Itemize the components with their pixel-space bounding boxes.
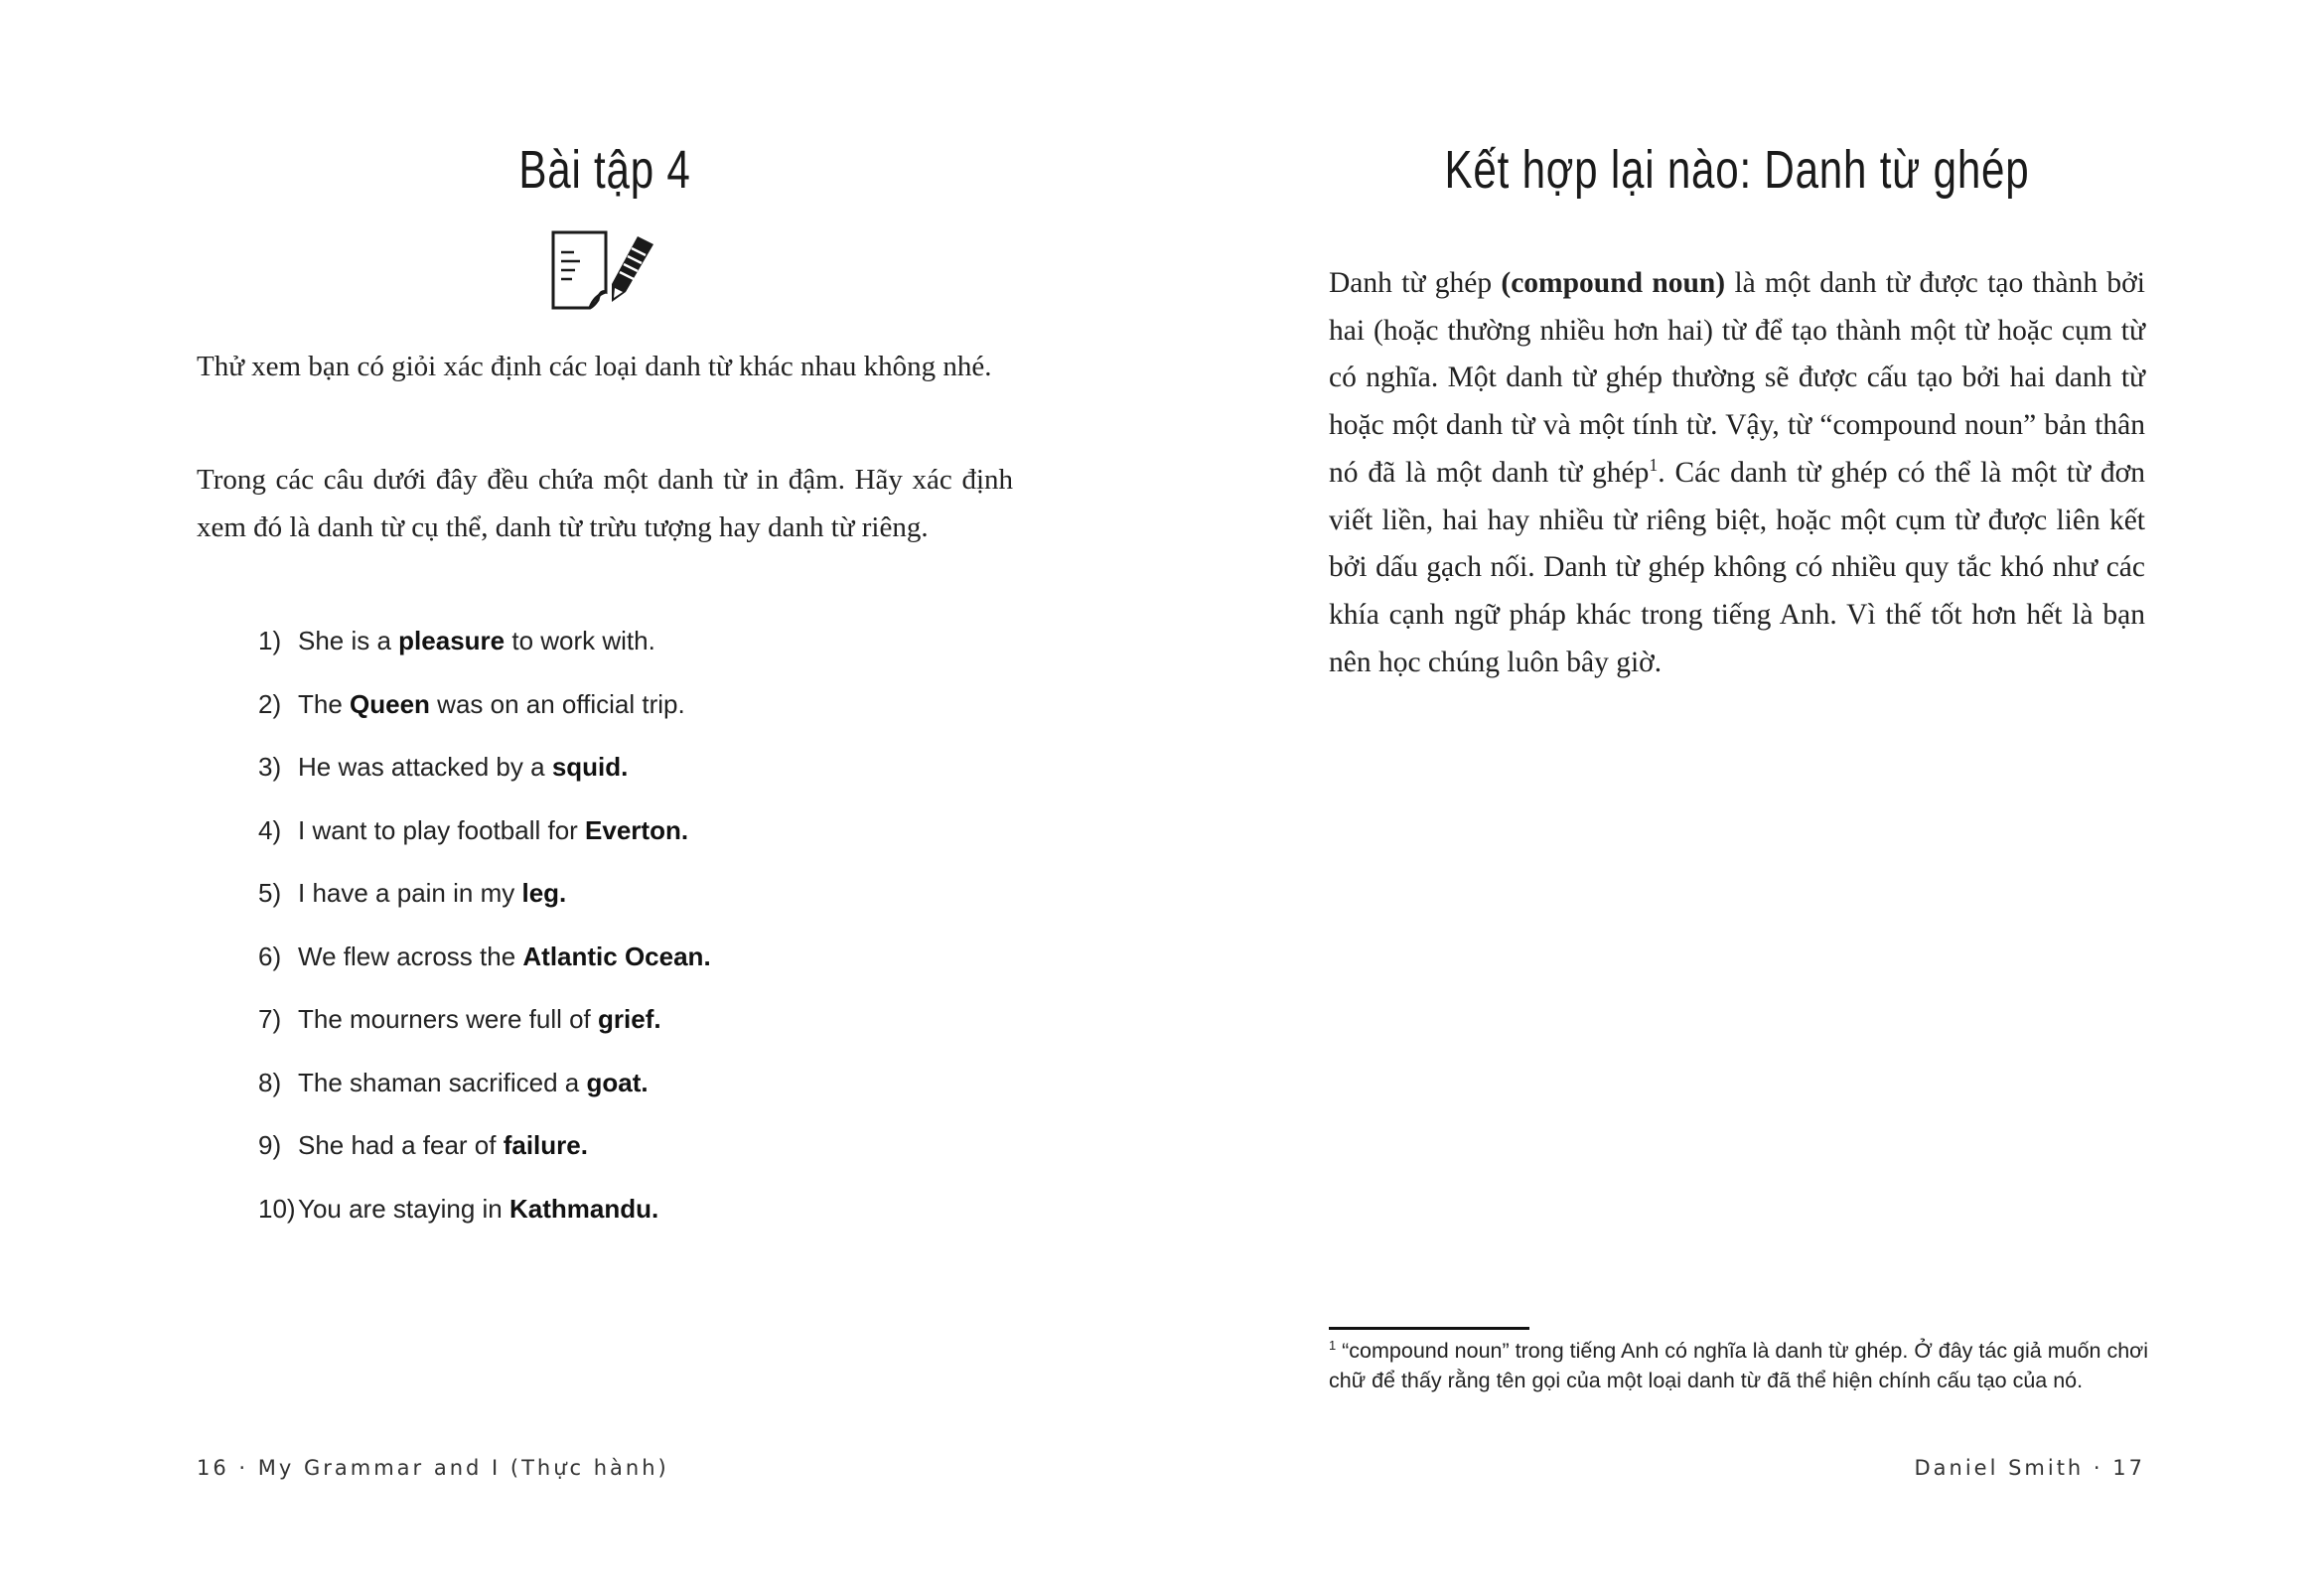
text: I want to play football for (298, 814, 586, 845)
text: The shaman sacrificed a (298, 1067, 587, 1097)
page-footer-right: Daniel Smith · 17 (1914, 1456, 2145, 1480)
bold-noun: grief. (598, 1004, 661, 1034)
bold-noun: squid. (551, 752, 629, 782)
list-item (258, 1187, 711, 1250)
text: Danh từ ghép (1329, 267, 1502, 299)
footnote (1329, 1336, 2153, 1395)
num: 2) (258, 688, 282, 719)
num: 4) (258, 814, 282, 845)
intro-paragraph: Thử xem bạn có giỏi xác định các loại danh từ khác nhau không nhé. (197, 351, 992, 382)
list-item (258, 997, 711, 1061)
bold-noun: pleasure (398, 626, 506, 655)
footnote-divider (1329, 1327, 1529, 1330)
text: You are staying in (298, 1193, 509, 1224)
text: was on an official trip. (429, 688, 685, 719)
num: 10) (258, 1193, 296, 1224)
page-footer-left: 16 · My Grammar and I (Thực hành) (197, 1456, 669, 1480)
bold-noun: Kathmandu. (508, 1193, 659, 1224)
bold-term: (compound noun) (1501, 267, 1726, 299)
text: The mourners were full of (298, 1004, 599, 1034)
text: . Các danh từ ghép có thể là một từ đơn viết liền, hai hay nhiều từ riêng biệt, hoặc một cụm từ được liên kết bởi dấu gạch nối. Danh từ ghép không có nhiều quy tắc khó như các khía cạnh ngữ pháp khác trong tiếng Anh. Vì thế tốt hơn hết là bạn nên học chúng luôn bây giờ. (1329, 456, 2145, 678)
text: We flew across the (298, 941, 523, 971)
body-paragraph (1329, 260, 2145, 686)
num: 8) (258, 1067, 282, 1097)
instructions-paragraph: Trong các câu dưới đây đều chứa một danh từ in đậm. Hãy xác định xem đó là danh từ cụ thể, danh từ trừu tượng hay danh từ riêng. (197, 464, 1013, 543)
bold-noun: Queen (350, 688, 430, 719)
num: 3) (258, 752, 282, 782)
text: là một danh từ được tạo thành bởi hai (hoặc thường nhiều hơn hai) từ để tạo thành một từ hoặc cụm từ có nghĩa. Một danh từ ghép thường sẽ được cấu tạo bởi hai danh từ hoặc một danh từ và một tính từ. Vậy, từ “compound noun” bản thân nó đã là một danh từ ghép (1329, 267, 2145, 489)
bold-noun: failure. (503, 1130, 588, 1160)
list-item (258, 682, 711, 746)
list-item (258, 871, 711, 935)
text: He was attacked by a (298, 752, 552, 782)
num: 7) (258, 1004, 282, 1034)
bold-noun: Everton. (585, 814, 689, 845)
list-item (258, 745, 711, 808)
num: 6) (258, 941, 282, 971)
bold-noun: leg. (521, 878, 567, 908)
exercise-title: Bài tập 4 (518, 140, 691, 200)
bold-noun: Atlantic Ocean. (522, 941, 711, 971)
text: to work with. (505, 626, 655, 655)
text: The (298, 688, 351, 719)
list-item (258, 619, 711, 682)
list-item (258, 808, 711, 872)
list-item (258, 935, 711, 998)
num: 1) (258, 626, 282, 655)
list-item (258, 1123, 711, 1187)
section-title: Kết hợp lại nào: Danh từ ghép (1444, 140, 2030, 200)
footnote-text: “compound noun” trong tiếng Anh có nghĩa là danh từ ghép. Ở đây tác giả muốn chơi chữ để thấy rằng tên gọi của một loại danh từ đã thể hiện chính cấu tạo của nó. (1329, 1339, 2149, 1392)
exercise-list (258, 619, 711, 1249)
document-pencil-icon (548, 230, 659, 310)
text: I have a pain in my (298, 878, 522, 908)
text: She had a fear of (298, 1130, 504, 1160)
num: 5) (258, 878, 282, 908)
footnote-number: 1 (1329, 1337, 1337, 1353)
bold-noun: goat. (586, 1067, 649, 1097)
list-item (258, 1061, 711, 1124)
text: She is a (298, 626, 399, 655)
footnote-reference[interactable]: 1 (1649, 454, 1659, 475)
num: 9) (258, 1130, 282, 1160)
